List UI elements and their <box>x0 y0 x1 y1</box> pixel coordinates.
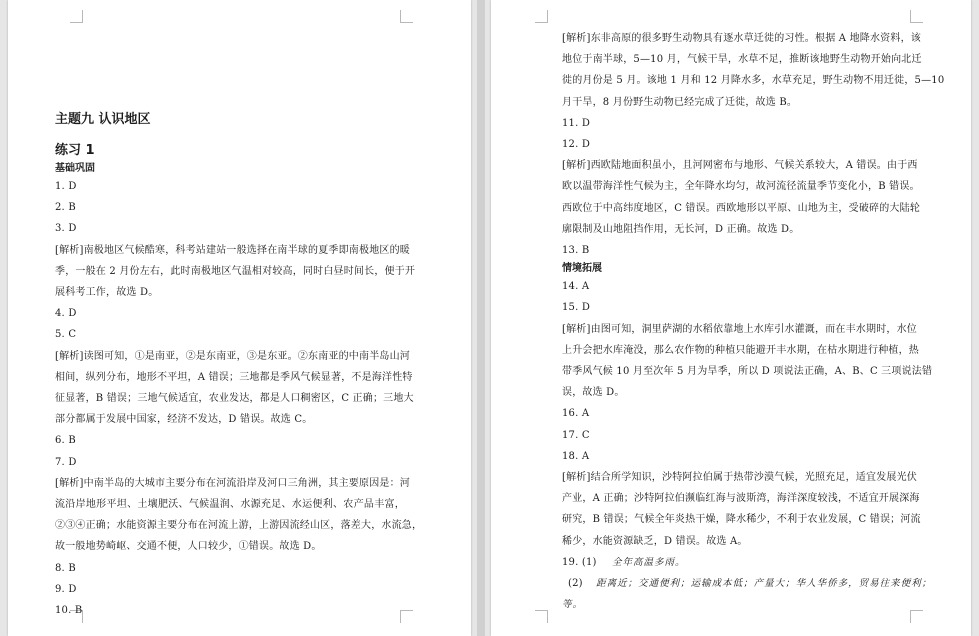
analysis-line: 流沿岸地形平坦、土壤肥沃、气候温润、水源充足、水运便利、农产品丰富， <box>55 499 405 511</box>
answer-line: 8. B <box>55 562 76 574</box>
analysis-paragraph <box>55 473 423 558</box>
analysis-line: 征显著，B 错误；三地气候适宜，农业发达，都是人口稠密区，C 正确；三地大 <box>55 393 414 405</box>
answer-line: 11. D <box>562 117 591 129</box>
analysis-line: [解析]南极地区气候酷寒，科考站建站一般选择在南半球的夏季即南极地区的暖 <box>55 244 411 256</box>
analysis-paragraph <box>562 28 945 113</box>
answer-line: 4. D <box>55 308 77 320</box>
analysis-paragraph <box>562 467 921 552</box>
crop-mark <box>910 10 923 23</box>
left-page-content <box>55 110 423 621</box>
analysis-line: 西欧位于中高纬度地区，C 错误。西欧地形以平原、山地为主，受破碎的大陆轮 <box>562 202 921 214</box>
analysis-paragraph <box>55 240 416 304</box>
analysis-line: 带季风气候 10 月至次年 5 月为旱季，所以 D 项说法正确，A、B、C 三项说法错 <box>562 366 933 378</box>
answer-line: 17. C <box>562 429 590 441</box>
answer-line: 12. D <box>562 139 591 151</box>
analysis-line: 月干旱，8 月份野生动物已经完成了迁徙，故选 B。 <box>562 96 798 108</box>
answer-line: 1. D <box>55 181 77 192</box>
handwritten-answer: 全年高温多雨。 <box>612 556 686 568</box>
analysis-line: [解析]读图可知，①是南亚，②是东南亚，③是东亚。②东南亚的中南半岛山河 <box>55 350 411 362</box>
analysis-line: 产业，A 正确；沙特阿拉伯濒临红海与波斯湾，海洋深度较浅，不适宜开展深海 <box>562 493 920 505</box>
analysis-line: [解析]结合所学知识，沙特阿拉伯属于热带沙漠气候，光照充足，适宜发展光伏 <box>562 472 918 484</box>
right-page-content <box>562 28 945 615</box>
analysis-line: [解析]由图可知，洞里萨湖的水稻依靠地上水库引水灌溉，而在丰水期时，水位 <box>562 323 918 335</box>
answer-line: 13. B <box>562 245 590 257</box>
analysis-line: 季，一般在 2 月份左右，此时南极地区气温相对较高，同时白昼时间长，便于开 <box>55 265 416 277</box>
topic-title: 主题九 认识地区 <box>55 112 151 127</box>
handwritten-answer: 距离近；交通便利；运输成本低；产量大；华人华侨多，贸易往来便利； <box>596 578 933 590</box>
analysis-line: 地位于南半球，5—10 月，气候干旱，水草不足，推断该地野生动物开始向北迁 <box>562 54 922 66</box>
analysis-line: [解析]东非高原的很多野生动物具有逐水草迁徙的习性。根据 A 地降水资料，该 <box>562 33 921 44</box>
analysis-paragraph <box>55 346 414 431</box>
answer-line: 10. B <box>55 605 83 617</box>
analysis-line: 研究，B 错误；气候全年炎热干燥，降水稀少，不利于农业发展，C 错误；河流 <box>562 514 921 526</box>
handwritten-answer: 等。 <box>562 599 584 611</box>
analysis-line: 廓限制及山地阻挡作用，无长河，D 正确。故选 D。 <box>562 223 800 235</box>
analysis-line: [解析]中南半岛的大城市主要分布在河流沿岸及河口三角洲，其主要原因是：河 <box>55 477 411 489</box>
answer-line-19-2 <box>562 573 933 594</box>
document-page-right <box>491 0 971 636</box>
answer-line: 14. A <box>562 281 590 293</box>
analysis-paragraph <box>562 319 933 404</box>
document-page-left <box>8 0 471 636</box>
analysis-line: 稀少，水能资源缺乏，D 错误。故选 A。 <box>562 535 748 547</box>
answer-line: 9. D <box>55 583 77 595</box>
answer-line: 3. D <box>55 223 77 235</box>
section-title-extension: 情境拓展 <box>562 263 602 275</box>
analysis-line: 部分都属于发展中国家，经济不发达，D 错误。故选 C。 <box>55 414 313 426</box>
analysis-line: 欧以温带海洋性气候为主，全年降水均匀，故河流径流量季节变化小，B 错误。 <box>562 181 920 193</box>
answer-line-19 <box>562 552 912 573</box>
answer-line: 6. B <box>55 435 76 447</box>
answer-line: 18. A <box>562 450 590 462</box>
section-title-basic: 基础巩固 <box>55 163 95 174</box>
analysis-line: [解析]西欧陆地面积虽小，且河网密布与地形、气候关系较大，A 错误。由于西 <box>562 160 918 172</box>
crop-mark <box>535 610 548 623</box>
answer-line: 5. C <box>55 329 77 341</box>
answer-line: 7. D <box>55 456 77 468</box>
practice-title: 练习 1 <box>55 143 95 158</box>
answer-line: 2. B <box>55 202 76 214</box>
analysis-line: 展科考工作，故选 D。 <box>55 287 159 299</box>
page-gutter <box>477 0 485 636</box>
analysis-line: 故一般地势崎岖、交通不便，人口较少，①错误。故选 D。 <box>55 541 322 553</box>
analysis-line: 上升会把水库淹没，那么农作物的种植只能避开丰水期，在枯水期进行种植，热 <box>562 344 919 356</box>
answer-line: 16. A <box>562 408 590 420</box>
analysis-line: 相间，纵列分布，地形不平坦，A 错误；三地都是季风气候显著，不是海洋性特 <box>55 371 413 383</box>
analysis-paragraph <box>562 155 921 240</box>
answer-line: 15. D <box>562 302 591 314</box>
question-19-2-label: (2) <box>568 578 583 590</box>
crop-mark <box>400 10 413 23</box>
answer-line-19-2-cont <box>562 594 912 615</box>
analysis-line: ②③④正确；水能资源主要分布在河流上游，上游因流经山区，落差大，水流急， <box>55 520 423 532</box>
analysis-line: 误，故选 D。 <box>562 387 625 399</box>
crop-mark <box>70 10 83 23</box>
crop-mark <box>535 10 548 23</box>
analysis-line: 徙的月份是 5 月。该地 1 月和 12 月降水多，水草充足，野生动物不用迁徙，5—10 <box>562 75 945 87</box>
question-19-label: 19. (1) <box>562 556 597 568</box>
